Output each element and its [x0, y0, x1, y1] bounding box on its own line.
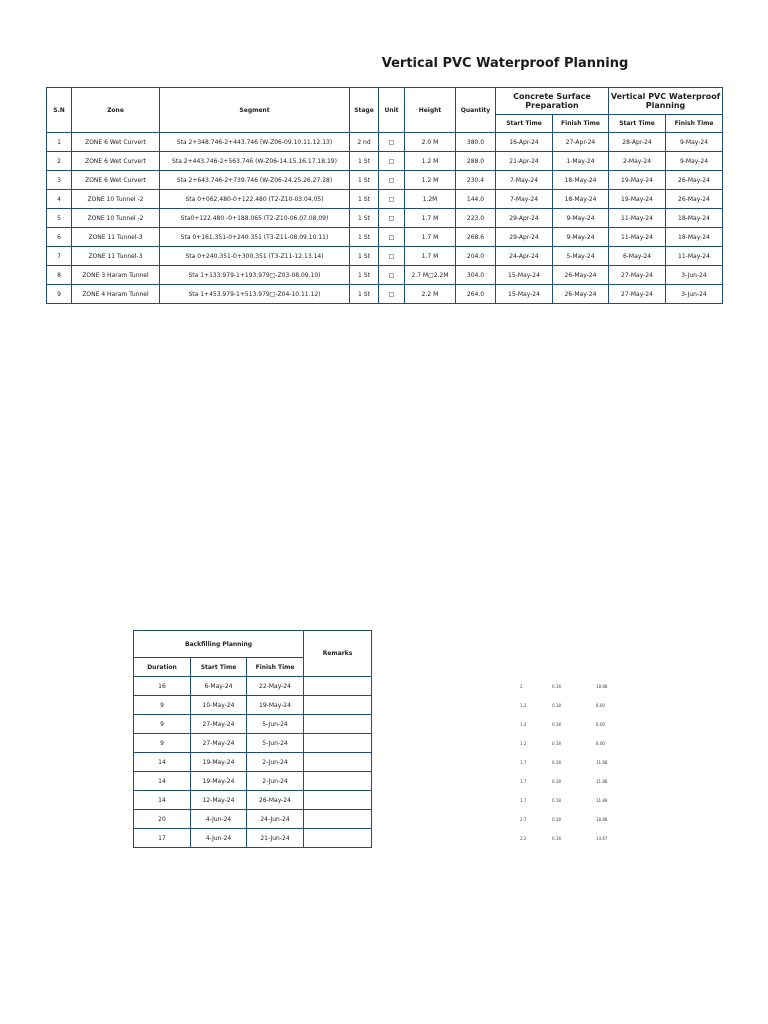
header-pvc-finish: Finish Time [666, 115, 723, 133]
header-remarks: Remarks [304, 631, 372, 677]
side-value: 1.2 [520, 741, 527, 746]
cell-zone: ZONE 6 Wet Curvert [72, 152, 160, 171]
cell-duration: 16 [134, 677, 191, 696]
table-row [47, 133, 723, 152]
cell-height: 1.2 M [405, 171, 456, 190]
cell-zone: ZONE 6 Wet Curvert [72, 133, 160, 152]
cell-remarks [304, 715, 372, 734]
cell-unit: □ [379, 171, 405, 190]
backfilling-planning-table [133, 630, 372, 848]
cell-cs_finish: 18-May-24 [553, 171, 609, 190]
cell-zone: ZONE 6 Wet Curvert [72, 171, 160, 190]
cell-qty: 230.4 [456, 171, 496, 190]
table-row [134, 753, 372, 772]
cell-stage: 1 St [350, 266, 379, 285]
cell-start: 19-May-24 [191, 753, 247, 772]
side-value: 2 [520, 684, 523, 689]
cell-segment: Sta 2+443.746-2+563.746 (W-Z06-14.15.16.17.18.19) [160, 152, 350, 171]
cell-remarks [304, 677, 372, 696]
header-sn: S.N [47, 88, 72, 133]
cell-cs_finish: 1-May-24 [553, 152, 609, 171]
cell-zone: ZONE 10 Tunnel -2 [72, 190, 160, 209]
side-value: 18.88 [596, 817, 608, 822]
side-value-row [500, 817, 630, 825]
cell-pvc_start: 2-May-24 [609, 152, 666, 171]
table-row [47, 190, 723, 209]
side-value: 2.2 [520, 836, 527, 841]
side-value: 0.18 [552, 703, 561, 708]
cell-finish: 26-May-24 [247, 791, 304, 810]
page-title: Vertical PVC Waterproof Planning [381, 56, 629, 71]
side-value: 11.88 [596, 798, 608, 803]
cell-pvc_finish: 26-May-24 [666, 171, 723, 190]
cell-unit: □ [379, 285, 405, 304]
cell-cs_start: 7-May-24 [496, 171, 553, 190]
cell-unit: □ [379, 228, 405, 247]
cell-start: 27-May-24 [191, 715, 247, 734]
cell-cs_finish: 26-May-24 [553, 266, 609, 285]
cell-pvc_start: 11-May-24 [609, 209, 666, 228]
header-zone: Zone [72, 88, 160, 133]
header-pvc-start: Start Time [609, 115, 666, 133]
header-bf-start: Start Time [191, 658, 247, 677]
cell-remarks [304, 772, 372, 791]
cell-finish: 2-Jun-24 [247, 753, 304, 772]
cell-height: 2.7 M□2.2M [405, 266, 456, 285]
table-row [134, 772, 372, 791]
side-value: 11.88 [596, 779, 608, 784]
cell-segment: Sta 2+643.746-2+739.746 (W-Z06-24.25.26.27.28) [160, 171, 350, 190]
cell-cs_start: 7-May-24 [496, 190, 553, 209]
cell-pvc_finish: 9-May-24 [666, 152, 723, 171]
side-value-row [500, 760, 630, 768]
cell-cs_start: 29-Apr-24 [496, 209, 553, 228]
cell-cs_start: 21-Apr-24 [496, 152, 553, 171]
cell-pvc_finish: 3-Jun-24 [666, 266, 723, 285]
cell-segment: Sta 1+453.979-1+513.979□-Z04-10.11.12) [160, 285, 350, 304]
cell-sn: 4 [47, 190, 72, 209]
cell-pvc_start: 6-May-24 [609, 247, 666, 266]
cell-stage: 2 nd [350, 133, 379, 152]
table-row [47, 285, 723, 304]
side-value: 0.18 [552, 722, 561, 727]
side-value-row [500, 684, 630, 692]
cell-remarks [304, 734, 372, 753]
cell-remarks [304, 696, 372, 715]
cell-unit: □ [379, 190, 405, 209]
cell-stage: 1 St [350, 209, 379, 228]
side-value-row [500, 741, 630, 749]
cell-cs_finish: 9-May-24 [553, 209, 609, 228]
cell-cs_finish: 5-May-24 [553, 247, 609, 266]
side-value: 2.7 [520, 817, 527, 822]
cell-height: 1.2 M [405, 152, 456, 171]
cell-sn: 5 [47, 209, 72, 228]
cell-qty: 304.0 [456, 266, 496, 285]
cell-duration: 9 [134, 715, 191, 734]
cell-unit: □ [379, 209, 405, 228]
cell-pvc_start: 27-May-24 [609, 285, 666, 304]
cell-remarks [304, 753, 372, 772]
cell-sn: 2 [47, 152, 72, 171]
cell-pvc_finish: 18-May-24 [666, 228, 723, 247]
cell-duration: 9 [134, 696, 191, 715]
cell-finish: 22-May-24 [247, 677, 304, 696]
side-value: 8.00 [596, 703, 605, 708]
table-row [47, 228, 723, 247]
side-value: 18.88 [596, 684, 608, 689]
side-value: 1.2 [520, 722, 527, 727]
cell-qty: 380.0 [456, 133, 496, 152]
cell-cs_start: 29-Apr-24 [496, 228, 553, 247]
table-row [47, 171, 723, 190]
cell-zone: ZONE 10 Tunnel -2 [72, 209, 160, 228]
side-value-row [500, 836, 630, 844]
table-row [47, 152, 723, 171]
side-value: 8.00 [596, 741, 605, 746]
cell-unit: □ [379, 266, 405, 285]
side-value: 0.18 [552, 741, 561, 746]
cell-qty: 264.0 [456, 285, 496, 304]
cell-duration: 17 [134, 829, 191, 848]
side-value: 14.67 [596, 836, 608, 841]
cell-height: 1.7 M [405, 228, 456, 247]
cell-segment: Sta 0+062.480-0+122.480 (T2-Z10-03.04.05) [160, 190, 350, 209]
cell-height: 1.7 M [405, 209, 456, 228]
table-row [47, 266, 723, 285]
cell-pvc_start: 19-May-24 [609, 190, 666, 209]
cell-qty: 144.0 [456, 190, 496, 209]
cell-stage: 1 St [350, 228, 379, 247]
cell-pvc_finish: 9-May-24 [666, 133, 723, 152]
cell-sn: 6 [47, 228, 72, 247]
cell-cs_start: 16-Apr-24 [496, 133, 553, 152]
table-row [134, 734, 372, 753]
cell-height: 1.2M [405, 190, 456, 209]
cell-sn: 9 [47, 285, 72, 304]
header-height: Height [405, 88, 456, 133]
side-value: 1.7 [520, 760, 527, 765]
table-row [47, 209, 723, 228]
header-cs-start: Start Time [496, 115, 553, 133]
cell-pvc_start: 28-Apr-24 [609, 133, 666, 152]
header-quantity: Quantity [456, 88, 496, 133]
cell-finish: 21-Jun-24 [247, 829, 304, 848]
cell-height: 1.7 M [405, 247, 456, 266]
cell-finish: 5-Jun-24 [247, 715, 304, 734]
side-value: 1.7 [520, 779, 527, 784]
cell-remarks [304, 829, 372, 848]
cell-segment: Sta 2+348.746-2+443.746 (W-Z06-09.10.11.12.13) [160, 133, 350, 152]
side-value-row [500, 779, 630, 787]
header-duration: Duration [134, 658, 191, 677]
header-vertical-pvc-waterproof-planning: Vertical PVC Waterproof Planning [609, 88, 723, 115]
table-row [134, 696, 372, 715]
cell-finish: 24-Jun-24 [247, 810, 304, 829]
side-value-row [500, 703, 630, 711]
side-value: 0.18 [552, 760, 561, 765]
cell-pvc_finish: 3-Jun-24 [666, 285, 723, 304]
cell-pvc_start: 11-May-24 [609, 228, 666, 247]
table-row [134, 677, 372, 696]
cell-duration: 9 [134, 734, 191, 753]
cell-start: 4-Jun-24 [191, 829, 247, 848]
cell-start: 6-May-24 [191, 677, 247, 696]
table-row [134, 829, 372, 848]
header-segment: Segment [160, 88, 350, 133]
cell-qty: 204.0 [456, 247, 496, 266]
side-value: 1.2 [520, 703, 527, 708]
cell-start: 10-May-24 [191, 696, 247, 715]
cell-start: 19-May-24 [191, 772, 247, 791]
side-value-row [500, 798, 630, 806]
cell-unit: □ [379, 152, 405, 171]
cell-segment: Sta0+122.480 -0+188.065 (T2-Z10-06.07.08.09) [160, 209, 350, 228]
cell-zone: ZONE 4 Haram Tunnel [72, 285, 160, 304]
cell-zone: ZONE 11 Tunnel-3 [72, 247, 160, 266]
cell-remarks [304, 791, 372, 810]
table-row [134, 810, 372, 829]
side-value: 11.88 [596, 760, 608, 765]
cell-sn: 7 [47, 247, 72, 266]
cell-qty: 288.0 [456, 152, 496, 171]
side-value: 0.18 [552, 817, 561, 822]
cell-duration: 14 [134, 791, 191, 810]
table-row [134, 715, 372, 734]
table-row [47, 247, 723, 266]
cell-remarks [304, 810, 372, 829]
cell-cs_finish: 18-May-24 [553, 190, 609, 209]
cell-zone: ZONE 11 Tunnel-3 [72, 228, 160, 247]
cell-pvc_start: 27-May-24 [609, 266, 666, 285]
cell-duration: 14 [134, 753, 191, 772]
header-cs-finish: Finish Time [553, 115, 609, 133]
cell-cs_start: 24-Apr-24 [496, 247, 553, 266]
header-stage: Stage [350, 88, 379, 133]
cell-height: 2.2 M [405, 285, 456, 304]
cell-duration: 14 [134, 772, 191, 791]
header-backfilling-planning: Backfilling Planning [134, 631, 304, 658]
side-value: 0.18 [552, 836, 561, 841]
cell-height: 2.0 M [405, 133, 456, 152]
side-value: 0.18 [552, 779, 561, 784]
cell-pvc_finish: 18-May-24 [666, 209, 723, 228]
waterproof-planning-table [46, 87, 723, 304]
cell-cs_finish: 27-Apr-24 [553, 133, 609, 152]
cell-stage: 1 St [350, 152, 379, 171]
cell-sn: 1 [47, 133, 72, 152]
cell-finish: 2-Jun-24 [247, 772, 304, 791]
cell-qty: 268.6 [456, 228, 496, 247]
cell-unit: □ [379, 247, 405, 266]
cell-stage: 1 St [350, 190, 379, 209]
cell-qty: 223.0 [456, 209, 496, 228]
cell-stage: 1 St [350, 247, 379, 266]
cell-duration: 20 [134, 810, 191, 829]
cell-finish: 19-May-24 [247, 696, 304, 715]
cell-pvc_finish: 11-May-24 [666, 247, 723, 266]
cell-pvc_finish: 26-May-24 [666, 190, 723, 209]
cell-start: 12-May-24 [191, 791, 247, 810]
cell-unit: □ [379, 133, 405, 152]
cell-cs_start: 15-May-24 [496, 266, 553, 285]
header-unit: Unit [379, 88, 405, 133]
cell-segment: Sta 0+161.351-0+240.351 (T3-Z11-08.09.10.11) [160, 228, 350, 247]
cell-pvc_start: 19-May-24 [609, 171, 666, 190]
cell-cs_finish: 26-May-24 [553, 285, 609, 304]
cell-cs_start: 15-May-24 [496, 285, 553, 304]
side-value: 0.18 [552, 684, 561, 689]
cell-sn: 8 [47, 266, 72, 285]
cell-segment: Sta 1+133.979-1+193.979□-Z03-08.09.10) [160, 266, 350, 285]
header-bf-finish: Finish Time [247, 658, 304, 677]
side-value: 8.00 [596, 722, 605, 727]
cell-sn: 3 [47, 171, 72, 190]
cell-segment: Sta 0+240.351-0+300.351 (T3-Z11-12.13.14) [160, 247, 350, 266]
cell-finish: 5-Jun-24 [247, 734, 304, 753]
cell-zone: ZONE 3 Haram Tunnel [72, 266, 160, 285]
cell-stage: 1 St [350, 285, 379, 304]
header-concrete-surface-preparation: Concrete Surface Preparation [496, 88, 609, 115]
cell-stage: 1 St [350, 171, 379, 190]
table-row [134, 791, 372, 810]
cell-cs_finish: 9-May-24 [553, 228, 609, 247]
cell-start: 4-Jun-24 [191, 810, 247, 829]
side-value: 1.7 [520, 798, 527, 803]
side-value-row [500, 722, 630, 730]
cell-start: 27-May-24 [191, 734, 247, 753]
side-value: 0.18 [552, 798, 561, 803]
